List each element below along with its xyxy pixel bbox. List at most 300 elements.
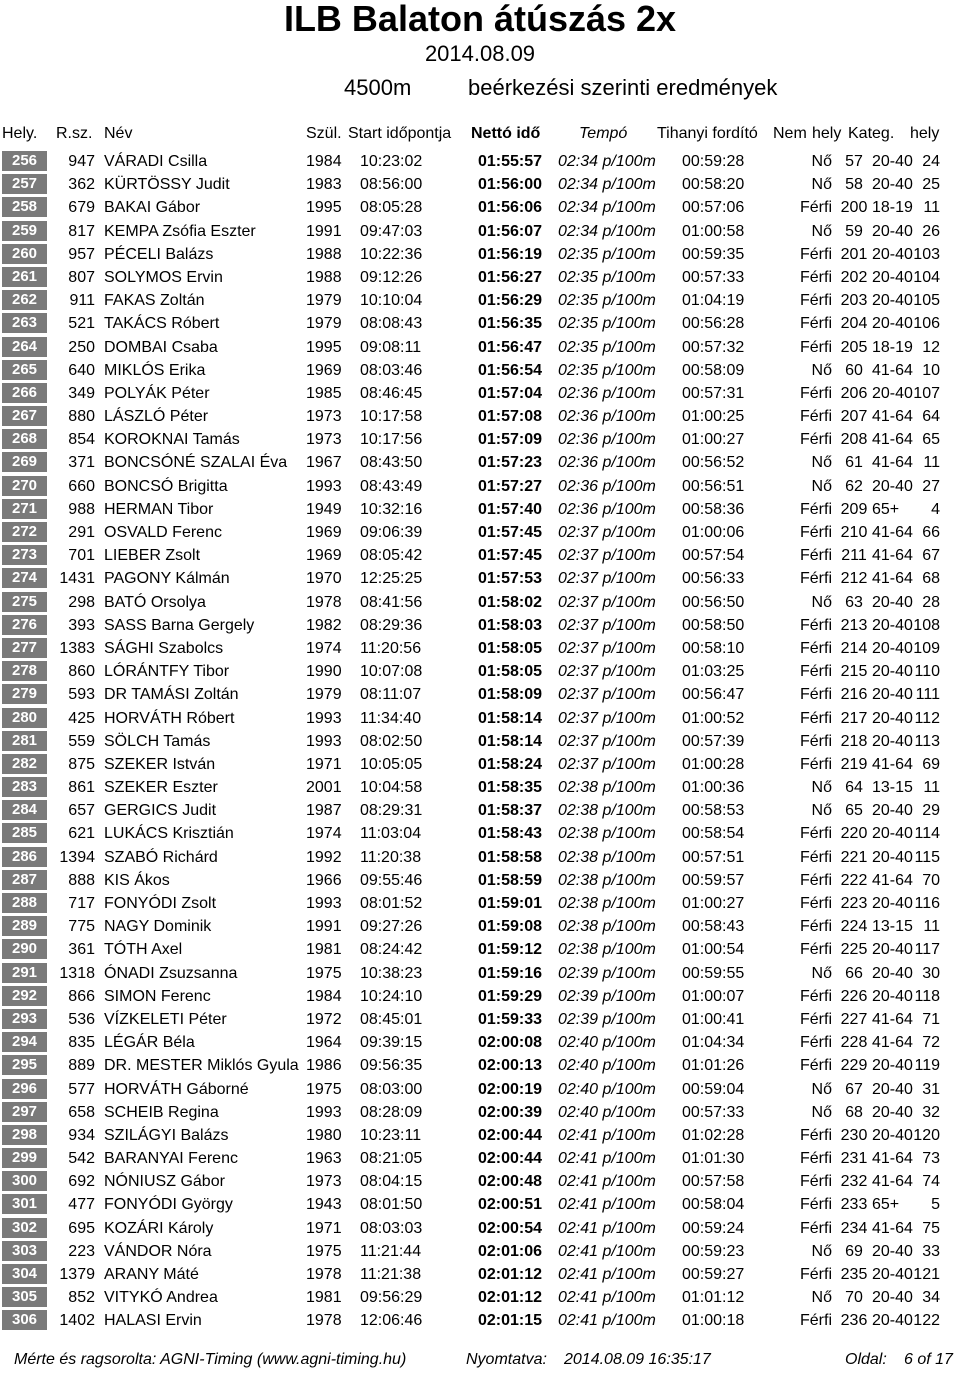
name: MIKLÓS Erika [104,361,206,379]
category-place: 69 [922,755,940,773]
gender-place: 224 [840,918,868,936]
gender: Nő [811,361,832,379]
tihany-split: 01:00:27 [682,895,745,912]
hely-badge: 258 [2,197,47,217]
net-time: 01:57:45 [478,547,543,565]
pace: 02:40 p/100m [558,1034,656,1052]
category: 41-64 [872,1010,913,1028]
tihany-split: 00:58:20 [682,176,745,194]
hely-badge: 283 [2,777,47,797]
col-header-hely2: hely [812,125,842,142]
name: SÖLCH Tamás [104,732,211,750]
category: 41-64 [872,454,913,472]
category-place: 109 [913,639,940,657]
category-place: 118 [914,987,940,1005]
name: DR. MESTER Miklós Gyula [104,1057,299,1075]
table-row [0,962,960,985]
race-number: 1383 [59,639,95,657]
net-time: 01:58:14 [478,732,543,750]
table-row [0,289,960,312]
net-time: 01:59:12 [478,941,543,959]
category: 20-40 [872,732,913,750]
birth-year: 1967 [306,454,342,472]
pace: 02:37 p/100m [558,570,656,588]
name: BARANYAI Ferenc [104,1150,238,1168]
category-place: 105 [913,292,940,310]
hely-badge: 288 [2,893,47,913]
tihany-split: 00:59:55 [682,964,745,982]
net-time: 01:58:05 [478,639,543,657]
start-time: 08:05:42 [360,547,423,565]
gender-place: 217 [840,709,868,727]
category-place: 120 [913,1126,940,1144]
start-time: 08:08:43 [360,315,423,333]
pace: 02:35 p/100m [558,361,656,379]
birth-year: 1979 [306,315,342,333]
page-title: ILB Balaton átúszás 2x [283,0,677,39]
category: 41-64 [872,1173,913,1191]
hely-badge: 269 [2,452,47,472]
pace: 02:39 p/100m [558,964,656,982]
category: 20-40 [872,222,913,240]
net-time: 01:58:59 [478,871,543,889]
birth-year: 1984 [306,987,342,1005]
table-row [0,428,960,451]
tihany-split: 01:00:07 [682,987,745,1005]
race-number: 371 [68,454,95,472]
name: TAKÁCS Róbert [104,315,220,333]
category-place: 113 [914,732,940,750]
pace: 02:35 p/100m [558,245,656,263]
table-row [0,1008,960,1031]
name: VÁNDOR Nóra [104,1242,212,1260]
race-number: 695 [68,1219,95,1237]
net-time: 01:58:05 [478,663,543,681]
pace: 02:34 p/100m [558,176,656,194]
start-time: 08:29:36 [360,616,423,634]
name: HORVÁTH Róbert [104,709,235,727]
start-time: 08:11:07 [360,686,422,704]
gender-place: 229 [840,1057,868,1075]
category-place: 4 [931,500,940,518]
pace: 02:38 p/100m [558,825,656,843]
race-number: 559 [68,732,95,750]
hely-badge: 290 [2,939,47,959]
birth-year: 1973 [306,1173,342,1191]
gender-place: 205 [840,338,868,356]
start-time: 08:45:01 [360,1010,423,1028]
table-row [0,382,960,405]
table-row [0,660,960,683]
gender-place: 58 [845,176,863,194]
footer-printed-label: Nyomtatva: [466,1351,547,1368]
net-time: 01:58:35 [478,779,543,797]
tihany-split: 00:59:04 [682,1080,745,1098]
gender: Férfi [800,431,832,449]
category: 18-19 [872,338,913,356]
hely-badge: 263 [2,313,47,333]
hely-badge: 302 [2,1218,47,1238]
net-time: 01:58:43 [478,825,543,843]
category: 20-40 [872,616,913,634]
gender-place: 210 [840,524,868,541]
pace: 02:38 p/100m [558,802,656,820]
pace: 02:38 p/100m [558,871,656,889]
tihany-split: 01:00:41 [682,1010,745,1028]
table-row [0,1101,960,1124]
category: 20-40 [872,1266,913,1283]
name: TÓTH Axel [104,941,183,959]
gender: Nő [811,1103,832,1121]
table-row [0,707,960,730]
net-time: 01:57:53 [478,570,543,588]
gender-place: 225 [840,941,868,959]
gender: Férfi [800,199,832,217]
category: 20-40 [872,153,913,170]
category-place: 75 [922,1219,940,1237]
birth-year: 1995 [306,199,342,217]
hely-badge: 289 [2,916,47,936]
gender-place: 200 [840,199,868,217]
net-time: 02:01:06 [478,1242,543,1260]
birth-year: 1988 [306,245,342,263]
name: FONYÓDI Zsolt [104,895,217,912]
tihany-split: 00:58:09 [682,361,745,379]
start-time: 11:03:04 [360,825,422,843]
table-row [0,776,960,799]
net-time: 01:58:03 [478,616,543,634]
tihany-split: 01:00:25 [682,408,745,426]
pace: 02:36 p/100m [558,454,656,472]
birth-year: 1973 [306,431,342,449]
tihany-split: 01:01:26 [682,1057,745,1075]
tihany-split: 00:56:28 [682,315,745,333]
start-time: 11:34:40 [360,709,422,727]
hely-badge: 300 [2,1171,47,1191]
hely-badge: 285 [2,823,47,843]
net-time: 02:00:13 [478,1057,543,1075]
net-time: 02:01:12 [478,1266,543,1283]
start-time: 11:20:38 [360,848,422,866]
category: 20-40 [872,639,913,657]
start-time: 12:06:46 [360,1312,423,1330]
col-header-nem: Nem [773,125,807,142]
tihany-split: 01:00:54 [682,941,745,959]
gender-place: 216 [840,686,868,704]
pace: 02:40 p/100m [558,1057,656,1075]
start-time: 08:04:15 [360,1173,423,1191]
pace: 02:34 p/100m [558,153,656,170]
gender-place: 209 [840,500,868,518]
category: 20-40 [872,315,913,333]
race-number: 889 [68,1057,95,1075]
category-place: 26 [922,222,940,240]
gender-place: 61 [845,454,863,472]
table-row [0,1078,960,1101]
net-time: 01:59:29 [478,987,543,1005]
birth-year: 1986 [306,1057,342,1075]
pace: 02:37 p/100m [558,593,656,611]
pace: 02:41 p/100m [558,1242,656,1260]
gender-place: 203 [840,292,868,310]
gender: Férfi [800,245,832,263]
category-place: 31 [922,1080,940,1098]
gender-place: 59 [845,222,863,240]
hely-badge: 298 [2,1125,47,1145]
net-time: 02:00:44 [478,1126,543,1144]
pace: 02:41 p/100m [558,1196,656,1214]
net-time: 01:56:29 [478,292,543,310]
hely-badge: 267 [2,406,47,426]
start-time: 08:46:45 [360,384,423,402]
tihany-split: 00:58:53 [682,802,745,820]
net-time: 02:00:44 [478,1150,543,1168]
net-time: 01:59:16 [478,964,543,982]
category-place: 110 [914,663,940,681]
race-number: 888 [68,871,95,889]
gender-place: 57 [845,153,863,170]
birth-year: 1978 [306,593,342,611]
tihany-split: 00:58:36 [682,500,745,518]
gender-place: 211 [841,547,867,565]
net-time: 01:57:08 [478,408,543,426]
name: DOMBAI Csaba [104,338,218,356]
category-place: 73 [922,1150,940,1168]
table-row [0,846,960,869]
gender: Férfi [800,616,832,634]
name: ÓNADI Zsuzsanna [104,964,238,982]
net-time: 02:00:54 [478,1219,543,1237]
name: KOROKNAI Tamás [104,431,240,449]
category: 13-15 [872,918,913,936]
pace: 02:37 p/100m [558,616,656,634]
start-time: 09:12:26 [360,268,423,286]
gender: Nő [811,1242,832,1260]
start-time: 10:10:04 [360,292,423,310]
name: OSVALD Ferenc [104,524,222,541]
category: 20-40 [872,663,913,681]
tihany-split: 00:59:35 [682,245,745,263]
tihany-split: 00:57:54 [682,547,745,565]
net-time: 01:56:06 [478,199,543,217]
start-time: 09:39:15 [360,1034,423,1052]
category-place: 103 [913,245,940,263]
race-number: 807 [68,268,95,286]
name: SOLYMOS Ervin [104,268,223,286]
col-header-tempo: Tempó [579,125,628,142]
name: SASS Barna Gergely [104,616,255,634]
gender: Férfi [800,663,832,681]
tihany-split: 00:59:23 [682,1242,745,1260]
hely-badge: 294 [2,1032,47,1052]
start-time: 10:17:56 [360,431,423,449]
tihany-split: 00:57:33 [682,1103,745,1121]
gender-place: 222 [840,871,868,889]
tihany-split: 00:59:27 [682,1266,745,1283]
name: SZEKER Eszter [104,779,218,797]
name: PÉCELI Balázs [104,245,214,263]
net-time: 01:56:54 [478,361,543,379]
start-time: 08:03:00 [360,1080,423,1098]
gender: Férfi [800,709,832,727]
birth-year: 1992 [306,848,342,866]
gender: Férfi [800,338,832,356]
gender-place: 204 [840,315,868,333]
pace: 02:41 p/100m [558,1266,656,1283]
category-place: 65 [922,431,940,449]
pace: 02:37 p/100m [558,732,656,750]
hely-badge: 278 [2,661,47,681]
table-row [0,498,960,521]
category: 20-40 [872,895,913,912]
race-number: 1431 [59,570,95,588]
category-place: 111 [915,686,940,704]
category-place: 11 [923,199,940,217]
birth-year: 1970 [306,570,342,588]
birth-year: 1949 [306,500,342,518]
gender: Férfi [800,895,832,912]
name: PAGONY Kálmán [104,570,230,588]
col-header-szul: Szül. [306,125,342,142]
gender-place: 233 [840,1196,868,1214]
pace: 02:37 p/100m [558,709,656,727]
birth-year: 1987 [306,802,342,820]
category-place: 121 [913,1266,940,1283]
pace: 02:41 p/100m [558,1312,656,1330]
gender-place: 215 [840,663,868,681]
race-number: 425 [68,709,95,727]
start-time: 09:55:46 [360,871,423,889]
gender: Nő [811,593,832,611]
gender: Férfi [800,1010,832,1028]
table-row [0,892,960,915]
category: 20-40 [872,1126,913,1144]
tihany-split: 00:57:51 [682,848,745,866]
name: HORVÁTH Gáborné [104,1080,249,1098]
table-row [0,1193,960,1216]
tihany-split: 00:57:06 [682,199,745,217]
gender: Férfi [800,1057,832,1075]
pace: 02:38 p/100m [558,848,656,866]
tihany-split: 01:02:28 [682,1126,745,1144]
category-place: 71 [922,1010,940,1028]
gender-place: 235 [840,1266,868,1283]
category-place: 25 [922,176,940,194]
start-time: 08:21:05 [360,1150,423,1168]
race-number: 349 [68,384,95,402]
start-time: 10:38:23 [360,964,423,982]
birth-year: 1963 [306,1150,342,1168]
name: LIEBER Zsolt [104,547,201,565]
race-number: 775 [68,918,95,936]
category: 41-64 [872,524,913,541]
race-number: 934 [68,1126,95,1144]
hely-badge: 305 [2,1287,47,1307]
gender: Férfi [800,1150,832,1168]
gender-place: 69 [845,1242,863,1260]
name: SZEKER István [104,755,216,773]
start-time: 10:23:02 [360,153,423,170]
name: SIMON Ferenc [104,987,211,1005]
hely-badge: 291 [2,963,47,983]
table-row [0,985,960,1008]
gender: Férfi [800,292,832,310]
race-number: 854 [68,431,95,449]
category-place: 32 [922,1103,940,1121]
category-place: 30 [922,964,940,982]
category: 41-64 [872,755,913,773]
start-time: 09:47:03 [360,222,423,240]
category: 20-40 [872,593,913,611]
gender: Férfi [800,825,832,843]
name: GERGICS Judit [104,802,217,820]
race-number: 660 [68,477,95,495]
hely-badge: 286 [2,847,47,867]
category-place: 74 [922,1173,940,1191]
hely-badge: 295 [2,1055,47,1075]
net-time: 02:00:19 [478,1080,543,1098]
race-number: 521 [68,315,95,333]
gender-place: 207 [840,408,868,426]
race-number: 911 [69,292,95,310]
category: 41-64 [872,570,913,588]
category: 20-40 [872,987,913,1005]
pace: 02:36 p/100m [558,500,656,518]
birth-year: 1978 [306,1266,342,1283]
birth-year: 2001 [306,779,342,797]
table-row [0,521,960,544]
name: KÜRTÖSSY Judit [104,176,230,194]
table-row [0,915,960,938]
hely-badge: 256 [2,151,47,171]
hely-badge: 268 [2,429,47,449]
race-number: 701 [68,547,95,565]
category-place: 24 [922,153,940,170]
birth-year: 1985 [306,384,342,402]
name: FAKAS Zoltán [104,292,205,310]
tihany-split: 01:01:30 [682,1150,745,1168]
start-time: 08:03:03 [360,1219,423,1237]
tihany-split: 00:59:57 [682,871,745,889]
hely-badge: 306 [2,1310,47,1330]
race-number: 393 [68,616,95,634]
net-time: 01:59:01 [478,895,543,912]
category: 20-40 [872,825,913,843]
start-time: 10:07:08 [360,663,423,681]
table-row [0,683,960,706]
category-place: 11 [923,454,940,472]
table-row [0,173,960,196]
category-place: 68 [922,570,940,588]
start-time: 08:01:50 [360,1196,423,1214]
gender: Nő [811,176,832,194]
hely-badge: 275 [2,592,47,612]
pace: 02:36 p/100m [558,431,656,449]
start-time: 09:06:39 [360,524,423,541]
col-header-netto: Nettó idő [471,125,541,142]
start-time: 08:24:42 [360,941,423,959]
birth-year: 1972 [306,1010,342,1028]
gender: Férfi [800,732,832,750]
birth-year: 1995 [306,338,342,356]
tihany-split: 00:58:04 [682,1196,745,1214]
tihany-split: 00:56:50 [682,593,745,611]
category: 65+ [872,500,900,518]
category: 20-40 [872,848,913,866]
tihany-split: 00:56:47 [682,686,745,704]
net-time: 01:57:27 [478,477,543,495]
start-time: 08:41:56 [360,593,423,611]
